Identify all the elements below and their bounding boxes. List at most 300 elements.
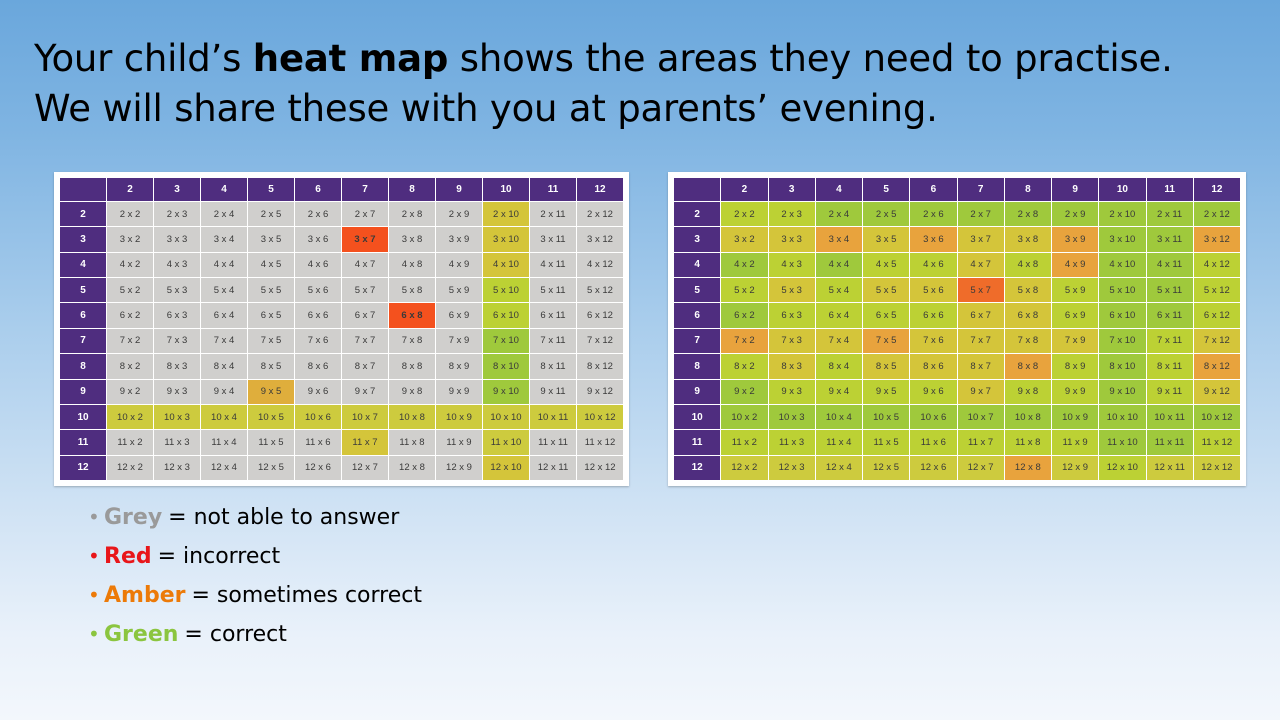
bullet-icon: • <box>88 505 100 529</box>
heat-map-right <box>668 172 1246 486</box>
heat-map-cell: 11 x 11 <box>530 430 577 455</box>
heat-map-cell: 12 x 5 <box>248 455 295 480</box>
heat-map-cell: 2 x 3 <box>768 202 815 227</box>
heat-map-cell: 7 x 5 <box>248 328 295 353</box>
heat-map-cell: 3 x 2 <box>107 227 154 252</box>
heat-map-cell: 3 x 6 <box>295 227 342 252</box>
column-header: 5 <box>248 178 295 202</box>
heat-map-cell: 6 x 12 <box>1193 303 1240 328</box>
column-header: 7 <box>957 178 1004 202</box>
heat-map-cell: 10 x 8 <box>1004 404 1051 429</box>
heat-map-cell: 11 x 11 <box>1146 430 1193 455</box>
heat-map-left-body <box>60 202 624 481</box>
row-header: 9 <box>60 379 107 404</box>
heat-map-cell: 2 x 3 <box>154 202 201 227</box>
title-line1-pre: Your child’s <box>34 37 253 80</box>
heat-map-cell: 3 x 8 <box>1004 227 1051 252</box>
row-header: 5 <box>674 278 721 303</box>
heat-map-cell: 4 x 8 <box>1004 252 1051 277</box>
column-header: 4 <box>201 178 248 202</box>
legend-description: = not able to answer <box>168 505 400 530</box>
heat-map-right-table <box>673 177 1241 481</box>
table-row <box>674 278 1241 303</box>
heat-map-cell: 6 x 2 <box>107 303 154 328</box>
heat-map-cell: 3 x 4 <box>201 227 248 252</box>
heat-map-cell: 3 x 7 <box>342 227 389 252</box>
table-row <box>60 328 624 353</box>
heat-map-cell: 10 x 12 <box>1193 404 1240 429</box>
heat-map-cell: 5 x 10 <box>483 278 530 303</box>
heat-map-cell: 5 x 5 <box>863 278 910 303</box>
heat-map-cell: 7 x 12 <box>1193 328 1240 353</box>
heat-map-cell: 7 x 11 <box>1146 328 1193 353</box>
legend-word: Grey <box>104 505 163 530</box>
heat-map-cell: 8 x 11 <box>530 354 577 379</box>
heat-map-cell: 2 x 2 <box>721 202 768 227</box>
heat-map-cell: 6 x 2 <box>721 303 768 328</box>
grid-corner <box>674 178 721 202</box>
table-row <box>60 202 624 227</box>
heat-map-cell: 5 x 3 <box>154 278 201 303</box>
heat-map-cell: 10 x 12 <box>577 404 624 429</box>
heat-map-cell: 7 x 2 <box>721 328 768 353</box>
heat-map-cell: 8 x 3 <box>768 354 815 379</box>
table-row <box>60 430 624 455</box>
heat-map-cell: 5 x 5 <box>248 278 295 303</box>
heat-map-cell: 10 x 2 <box>107 404 154 429</box>
heat-map-right-body <box>674 202 1241 481</box>
heat-map-cell: 7 x 2 <box>107 328 154 353</box>
legend <box>88 505 708 661</box>
heat-map-cell: 6 x 6 <box>910 303 957 328</box>
heat-map-cell: 5 x 9 <box>436 278 483 303</box>
heat-map-cell: 2 x 12 <box>577 202 624 227</box>
heat-map-cell: 5 x 7 <box>957 278 1004 303</box>
heat-map-cell: 2 x 8 <box>389 202 436 227</box>
heat-map-cell: 5 x 3 <box>768 278 815 303</box>
title-line1-bold: heat map <box>252 37 449 80</box>
table-row <box>674 404 1241 429</box>
row-header: 8 <box>674 354 721 379</box>
heat-map-cell: 6 x 8 <box>389 303 436 328</box>
heat-map-cell: 4 x 3 <box>154 252 201 277</box>
row-header: 7 <box>674 328 721 353</box>
heat-map-cell: 3 x 5 <box>863 227 910 252</box>
heat-map-cell: 2 x 5 <box>248 202 295 227</box>
row-header: 10 <box>60 404 107 429</box>
heat-map-cell: 12 x 4 <box>201 455 248 480</box>
heat-map-cell: 2 x 7 <box>957 202 1004 227</box>
column-header: 9 <box>436 178 483 202</box>
heat-map-cell: 11 x 3 <box>768 430 815 455</box>
heat-map-left-table <box>59 177 624 481</box>
heat-map-cell: 12 x 4 <box>815 455 862 480</box>
row-header: 4 <box>674 252 721 277</box>
heat-map-cell: 8 x 12 <box>577 354 624 379</box>
heat-map-cell: 3 x 10 <box>1099 227 1146 252</box>
heat-map-cell: 8 x 6 <box>295 354 342 379</box>
heat-map-cell: 11 x 10 <box>1099 430 1146 455</box>
heat-map-cell: 2 x 5 <box>863 202 910 227</box>
heat-map-left <box>54 172 629 486</box>
heat-map-cell: 4 x 12 <box>577 252 624 277</box>
heat-map-cell: 4 x 8 <box>389 252 436 277</box>
heat-map-cell: 8 x 5 <box>248 354 295 379</box>
heat-map-cell: 7 x 9 <box>1052 328 1099 353</box>
heat-map-cell: 11 x 4 <box>201 430 248 455</box>
column-header: 12 <box>577 178 624 202</box>
heat-map-cell: 4 x 5 <box>248 252 295 277</box>
heat-map-cell: 9 x 11 <box>530 379 577 404</box>
column-header: 3 <box>154 178 201 202</box>
row-header: 10 <box>674 404 721 429</box>
heat-map-cell: 10 x 8 <box>389 404 436 429</box>
heat-map-cell: 11 x 10 <box>483 430 530 455</box>
table-row <box>60 455 624 480</box>
heat-map-cell: 7 x 4 <box>201 328 248 353</box>
table-header-row <box>674 178 1241 202</box>
heat-map-cell: 12 x 5 <box>863 455 910 480</box>
heat-map-cell: 11 x 2 <box>107 430 154 455</box>
heat-map-cell: 4 x 2 <box>107 252 154 277</box>
column-header: 11 <box>530 178 577 202</box>
heat-map-cell: 11 x 8 <box>389 430 436 455</box>
heat-map-cell: 5 x 8 <box>389 278 436 303</box>
heat-map-cell: 8 x 8 <box>389 354 436 379</box>
heat-map-cell: 11 x 12 <box>1193 430 1240 455</box>
heat-map-cell: 8 x 2 <box>107 354 154 379</box>
table-row <box>60 354 624 379</box>
heat-map-cell: 12 x 12 <box>1193 455 1240 480</box>
heat-map-cell: 7 x 10 <box>1099 328 1146 353</box>
column-header: 7 <box>342 178 389 202</box>
heat-map-cell: 9 x 10 <box>483 379 530 404</box>
heat-map-cell: 7 x 6 <box>910 328 957 353</box>
table-row <box>674 252 1241 277</box>
heat-map-cell: 4 x 6 <box>295 252 342 277</box>
table-row <box>674 303 1241 328</box>
heat-map-cell: 6 x 9 <box>1052 303 1099 328</box>
heat-map-cell: 8 x 12 <box>1193 354 1240 379</box>
heat-map-cell: 11 x 5 <box>863 430 910 455</box>
heat-map-cell: 3 x 10 <box>483 227 530 252</box>
heat-map-cell: 9 x 4 <box>815 379 862 404</box>
heat-map-cell: 2 x 4 <box>815 202 862 227</box>
heat-map-cell: 5 x 8 <box>1004 278 1051 303</box>
heat-map-cell: 7 x 12 <box>577 328 624 353</box>
heat-map-cell: 4 x 7 <box>957 252 1004 277</box>
table-row <box>60 227 624 252</box>
column-header: 5 <box>863 178 910 202</box>
heat-map-cell: 12 x 2 <box>721 455 768 480</box>
heat-map-cell: 10 x 3 <box>768 404 815 429</box>
heat-map-cell: 9 x 3 <box>768 379 815 404</box>
row-header: 7 <box>60 328 107 353</box>
heat-map-cell: 10 x 5 <box>863 404 910 429</box>
bullet-icon: • <box>88 544 100 568</box>
column-header: 3 <box>768 178 815 202</box>
heat-map-cell: 12 x 2 <box>107 455 154 480</box>
page-title <box>34 34 1249 134</box>
heat-map-cell: 6 x 4 <box>201 303 248 328</box>
heat-map-cell: 8 x 2 <box>721 354 768 379</box>
heat-map-cell: 12 x 9 <box>1052 455 1099 480</box>
column-header: 9 <box>1052 178 1099 202</box>
heat-map-cell: 8 x 10 <box>1099 354 1146 379</box>
bullet-icon: • <box>88 583 100 607</box>
heat-map-cell: 5 x 2 <box>721 278 768 303</box>
heat-map-cell: 3 x 11 <box>1146 227 1193 252</box>
heat-map-cell: 2 x 10 <box>483 202 530 227</box>
table-row <box>60 252 624 277</box>
column-header: 10 <box>483 178 530 202</box>
column-header: 8 <box>1004 178 1051 202</box>
heat-map-cell: 5 x 11 <box>530 278 577 303</box>
heat-map-cell: 5 x 12 <box>1193 278 1240 303</box>
heat-map-cell: 4 x 11 <box>530 252 577 277</box>
table-row <box>60 404 624 429</box>
heat-map-cell: 11 x 12 <box>577 430 624 455</box>
heat-map-cell: 12 x 11 <box>1146 455 1193 480</box>
row-header: 6 <box>674 303 721 328</box>
heat-map-cell: 8 x 5 <box>863 354 910 379</box>
heat-map-cell: 11 x 4 <box>815 430 862 455</box>
heat-map-cell: 3 x 8 <box>389 227 436 252</box>
heat-map-cell: 6 x 12 <box>577 303 624 328</box>
heat-map-cell: 10 x 9 <box>436 404 483 429</box>
column-header: 6 <box>295 178 342 202</box>
heat-map-cell: 9 x 2 <box>107 379 154 404</box>
column-header: 2 <box>107 178 154 202</box>
heat-map-cell: 6 x 11 <box>530 303 577 328</box>
heat-map-cell: 6 x 10 <box>483 303 530 328</box>
legend-word: Green <box>104 622 179 647</box>
heat-map-cell: 12 x 12 <box>577 455 624 480</box>
heat-map-cell: 6 x 6 <box>295 303 342 328</box>
heat-map-cell: 8 x 7 <box>342 354 389 379</box>
table-header-row <box>60 178 624 202</box>
legend-description: = incorrect <box>157 544 281 569</box>
heat-map-cell: 5 x 4 <box>815 278 862 303</box>
heat-map-cell: 7 x 6 <box>295 328 342 353</box>
row-header: 9 <box>674 379 721 404</box>
heat-map-cell: 10 x 6 <box>910 404 957 429</box>
heat-map-cell: 5 x 10 <box>1099 278 1146 303</box>
heat-map-cell: 2 x 2 <box>107 202 154 227</box>
heat-map-cell: 3 x 12 <box>1193 227 1240 252</box>
table-row <box>674 430 1241 455</box>
row-header: 2 <box>60 202 107 227</box>
column-header: 10 <box>1099 178 1146 202</box>
legend-item-red <box>88 544 708 569</box>
column-header: 6 <box>910 178 957 202</box>
heat-map-cell: 4 x 5 <box>863 252 910 277</box>
heat-map-cell: 9 x 11 <box>1146 379 1193 404</box>
heat-map-cell: 2 x 9 <box>436 202 483 227</box>
legend-item-grey <box>88 505 708 530</box>
heat-map-cell: 10 x 4 <box>815 404 862 429</box>
heat-map-cell: 10 x 7 <box>342 404 389 429</box>
heat-map-cell: 8 x 10 <box>483 354 530 379</box>
heat-map-cell: 6 x 10 <box>1099 303 1146 328</box>
title-line2: We will share these with you at parents’ evening. <box>34 87 938 130</box>
heat-map-cell: 12 x 8 <box>1004 455 1051 480</box>
legend-item-amber <box>88 583 708 608</box>
heat-map-cell: 5 x 2 <box>107 278 154 303</box>
heat-map-cell: 8 x 7 <box>957 354 1004 379</box>
heat-map-cell: 9 x 4 <box>201 379 248 404</box>
heat-map-cell: 9 x 9 <box>1052 379 1099 404</box>
heat-map-cell: 6 x 5 <box>863 303 910 328</box>
row-header: 6 <box>60 303 107 328</box>
heat-map-cell: 3 x 5 <box>248 227 295 252</box>
heat-map-cell: 4 x 4 <box>815 252 862 277</box>
heat-map-cell: 2 x 8 <box>1004 202 1051 227</box>
legend-item-green <box>88 622 708 647</box>
heat-map-cell: 10 x 9 <box>1052 404 1099 429</box>
heat-map-cell: 9 x 6 <box>295 379 342 404</box>
row-header: 11 <box>60 430 107 455</box>
heat-map-cell: 2 x 6 <box>910 202 957 227</box>
heat-map-cell: 5 x 9 <box>1052 278 1099 303</box>
row-header: 8 <box>60 354 107 379</box>
heat-map-cell: 3 x 12 <box>577 227 624 252</box>
heat-map-cell: 6 x 9 <box>436 303 483 328</box>
table-row <box>60 379 624 404</box>
heat-map-cell: 3 x 9 <box>436 227 483 252</box>
heat-map-cell: 8 x 6 <box>910 354 957 379</box>
heat-map-cell: 4 x 11 <box>1146 252 1193 277</box>
heat-map-cell: 11 x 7 <box>342 430 389 455</box>
table-row <box>674 455 1241 480</box>
heat-map-cell: 12 x 8 <box>389 455 436 480</box>
row-header: 11 <box>674 430 721 455</box>
heat-map-cell: 3 x 11 <box>530 227 577 252</box>
heat-map-cell: 12 x 9 <box>436 455 483 480</box>
heat-map-cell: 8 x 9 <box>436 354 483 379</box>
heat-map-cell: 3 x 9 <box>1052 227 1099 252</box>
heat-map-cell: 6 x 3 <box>768 303 815 328</box>
heat-map-right-header <box>674 178 1241 202</box>
heat-map-cell: 6 x 4 <box>815 303 862 328</box>
heat-map-cell: 3 x 3 <box>768 227 815 252</box>
column-header: 12 <box>1193 178 1240 202</box>
heat-map-cell: 4 x 7 <box>342 252 389 277</box>
row-header: 3 <box>60 227 107 252</box>
heat-map-cell: 6 x 7 <box>342 303 389 328</box>
heat-map-cell: 12 x 3 <box>768 455 815 480</box>
heat-map-cell: 9 x 5 <box>248 379 295 404</box>
table-row <box>674 227 1241 252</box>
heat-map-cell: 6 x 3 <box>154 303 201 328</box>
heat-map-cell: 7 x 3 <box>154 328 201 353</box>
heat-map-cell: 10 x 5 <box>248 404 295 429</box>
heat-map-cell: 5 x 6 <box>910 278 957 303</box>
heat-map-cell: 11 x 6 <box>910 430 957 455</box>
heat-map-cell: 10 x 11 <box>1146 404 1193 429</box>
heat-map-cell: 10 x 11 <box>530 404 577 429</box>
heat-map-cell: 7 x 8 <box>1004 328 1051 353</box>
heat-map-cell: 5 x 6 <box>295 278 342 303</box>
heat-map-cell: 9 x 2 <box>721 379 768 404</box>
heat-map-cell: 4 x 3 <box>768 252 815 277</box>
heat-map-cell: 7 x 3 <box>768 328 815 353</box>
heat-map-cell: 2 x 11 <box>1146 202 1193 227</box>
heat-map-cell: 8 x 8 <box>1004 354 1051 379</box>
legend-word: Amber <box>104 583 186 608</box>
heat-map-cell: 6 x 8 <box>1004 303 1051 328</box>
heat-map-cell: 5 x 11 <box>1146 278 1193 303</box>
table-row <box>674 354 1241 379</box>
heat-map-cell: 8 x 3 <box>154 354 201 379</box>
heat-map-cell: 9 x 9 <box>436 379 483 404</box>
table-row <box>60 278 624 303</box>
heat-map-left-header <box>60 178 624 202</box>
heat-map-cell: 3 x 7 <box>957 227 1004 252</box>
heat-map-cell: 2 x 6 <box>295 202 342 227</box>
heat-map-cell: 11 x 9 <box>1052 430 1099 455</box>
heat-map-cell: 10 x 10 <box>1099 404 1146 429</box>
legend-description: = correct <box>184 622 287 647</box>
heat-map-cell: 11 x 2 <box>721 430 768 455</box>
heat-map-cell: 10 x 2 <box>721 404 768 429</box>
heat-map-cell: 11 x 6 <box>295 430 342 455</box>
table-row <box>674 328 1241 353</box>
heat-map-cell: 11 x 9 <box>436 430 483 455</box>
heat-map-cell: 11 x 8 <box>1004 430 1051 455</box>
title-line1-post: shows the areas they need to practise. <box>448 37 1173 80</box>
heat-map-cell: 12 x 11 <box>530 455 577 480</box>
column-header: 8 <box>389 178 436 202</box>
heat-map-cell: 2 x 7 <box>342 202 389 227</box>
heat-map-cell: 12 x 6 <box>295 455 342 480</box>
heat-map-cell: 3 x 2 <box>721 227 768 252</box>
heat-map-cell: 6 x 11 <box>1146 303 1193 328</box>
row-header: 5 <box>60 278 107 303</box>
heat-map-cell: 4 x 6 <box>910 252 957 277</box>
row-header: 3 <box>674 227 721 252</box>
heat-map-cell: 5 x 4 <box>201 278 248 303</box>
heat-map-cell: 12 x 3 <box>154 455 201 480</box>
heat-map-cell: 4 x 12 <box>1193 252 1240 277</box>
heat-map-cell: 9 x 7 <box>342 379 389 404</box>
heat-map-cell: 7 x 8 <box>389 328 436 353</box>
heat-map-cell: 10 x 4 <box>201 404 248 429</box>
heat-map-cell: 7 x 7 <box>957 328 1004 353</box>
heat-map-cell: 7 x 7 <box>342 328 389 353</box>
heat-map-cell: 6 x 5 <box>248 303 295 328</box>
heat-map-cell: 7 x 10 <box>483 328 530 353</box>
table-row <box>674 379 1241 404</box>
row-header: 12 <box>60 455 107 480</box>
heat-map-cell: 12 x 6 <box>910 455 957 480</box>
heat-map-cell: 2 x 9 <box>1052 202 1099 227</box>
heat-map-cell: 9 x 7 <box>957 379 1004 404</box>
heat-map-cell: 2 x 4 <box>201 202 248 227</box>
heat-map-cell: 7 x 11 <box>530 328 577 353</box>
heat-map-cell: 4 x 2 <box>721 252 768 277</box>
column-header: 2 <box>721 178 768 202</box>
heat-map-cell: 3 x 3 <box>154 227 201 252</box>
heat-map-cell: 11 x 3 <box>154 430 201 455</box>
heat-map-cell: 10 x 10 <box>483 404 530 429</box>
heat-map-cell: 2 x 12 <box>1193 202 1240 227</box>
heat-map-cell: 4 x 10 <box>483 252 530 277</box>
heat-map-cell: 9 x 8 <box>1004 379 1051 404</box>
heat-map-cell: 9 x 6 <box>910 379 957 404</box>
heat-map-cell: 12 x 10 <box>483 455 530 480</box>
heat-map-cell: 10 x 6 <box>295 404 342 429</box>
